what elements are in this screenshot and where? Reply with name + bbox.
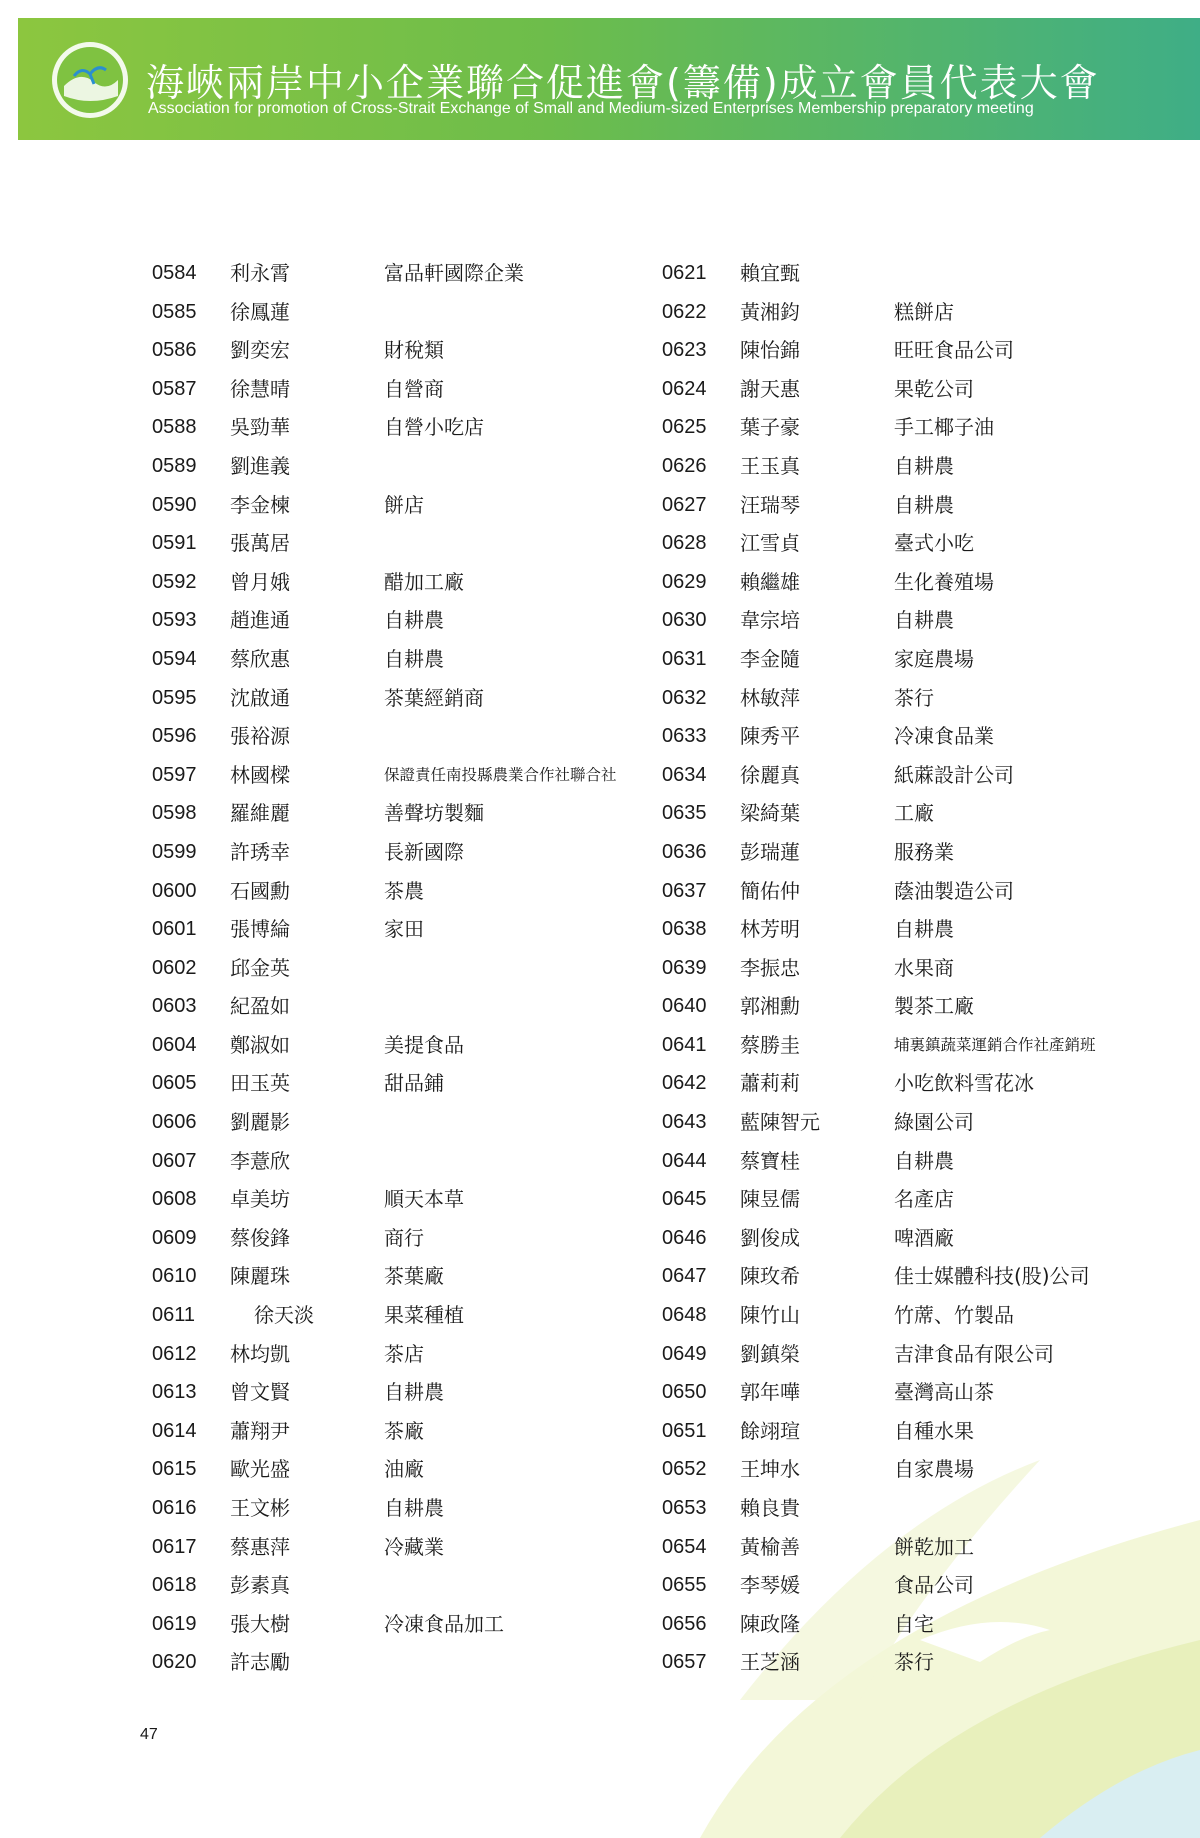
member-organization: 水果商 — [894, 955, 954, 980]
member-name: 林敏萍 — [740, 685, 800, 710]
member-name: 鄭淑如 — [230, 1032, 290, 1057]
member-name: 李金楝 — [230, 492, 290, 517]
member-name: 王玉真 — [740, 453, 800, 478]
member-name: 劉鎮榮 — [740, 1341, 800, 1366]
member-name: 張萬居 — [230, 531, 290, 556]
member-number: 0634 — [662, 763, 707, 786]
member-organization: 自耕農 — [894, 492, 954, 517]
member-name: 謝天惠 — [740, 376, 800, 401]
member-organization: 財稅類 — [384, 338, 444, 363]
member-number: 0600 — [152, 879, 197, 902]
member-organization: 果乾公司 — [894, 376, 974, 401]
member-name: 李薏欣 — [230, 1148, 290, 1173]
member-number: 0649 — [662, 1342, 707, 1365]
member-number: 0584 — [152, 262, 197, 284]
member-organization: 工廠 — [894, 801, 934, 826]
member-name: 歐光盛 — [230, 1457, 290, 1482]
member-number: 0619 — [152, 1612, 197, 1635]
member-organization: 自耕農 — [894, 453, 954, 478]
member-number: 0587 — [152, 377, 197, 400]
member-number: 0585 — [152, 300, 197, 323]
member-organization: 家庭農場 — [894, 646, 974, 671]
member-organization: 善聲坊製麵 — [384, 801, 484, 826]
member-organization: 自營商 — [384, 376, 444, 401]
member-name: 林芳明 — [740, 917, 800, 942]
member-number: 0644 — [662, 1149, 707, 1172]
member-number: 0630 — [662, 609, 707, 632]
member-number: 0617 — [152, 1535, 197, 1558]
member-organization: 保證責任南投縣農業合作社聯合社 — [384, 765, 617, 784]
member-name: 王坤水 — [740, 1457, 800, 1482]
member-name: 徐慧晴 — [230, 376, 290, 401]
member-organization: 茶店 — [384, 1341, 424, 1366]
member-number: 0590 — [152, 493, 197, 516]
member-number: 0604 — [152, 1033, 197, 1056]
member-number: 0597 — [152, 763, 197, 786]
member-number: 0603 — [152, 995, 197, 1018]
member-number: 0612 — [152, 1342, 197, 1365]
member-organization: 自宅 — [894, 1611, 934, 1636]
member-name: 王芝涵 — [740, 1650, 800, 1675]
member-number: 0611 — [152, 1304, 196, 1327]
page-header — [18, 18, 1200, 140]
member-number: 0609 — [152, 1226, 197, 1249]
member-name: 曾月娥 — [230, 569, 290, 594]
member-organization: 餅乾加工 — [894, 1534, 974, 1559]
member-organization: 蔭油製造公司 — [894, 878, 1014, 903]
member-number: 0631 — [662, 647, 707, 670]
member-organization: 綠園公司 — [894, 1110, 974, 1135]
member-name: 陳玫希 — [740, 1264, 800, 1289]
member-organization: 冷凍食品業 — [894, 724, 994, 749]
member-number: 0588 — [152, 416, 197, 439]
member-organization: 醋加工廠 — [384, 569, 464, 594]
member-number: 0595 — [152, 686, 197, 709]
member-organization: 茶廠 — [384, 1418, 424, 1443]
member-name: 吳勁華 — [230, 415, 290, 440]
member-number: 0607 — [152, 1149, 197, 1172]
member-organization: 茶行 — [894, 1650, 934, 1675]
member-organization: 生化養殖場 — [894, 569, 994, 594]
member-organization: 餅店 — [384, 492, 424, 517]
header-title-chinese: 海峽兩岸中小企業聯合促進會(籌備)成立會員代表大會 — [146, 61, 1100, 105]
member-name: 劉麗影 — [230, 1110, 290, 1135]
member-name: 蔡惠萍 — [230, 1534, 290, 1559]
member-name: 許志勵 — [230, 1650, 290, 1675]
member-name: 韋宗培 — [740, 608, 800, 633]
member-number: 0628 — [662, 532, 707, 555]
member-organization: 自家農場 — [894, 1457, 974, 1482]
member-number: 0591 — [152, 532, 197, 555]
member-organization: 家田 — [384, 917, 424, 942]
member-number: 0637 — [662, 879, 707, 902]
member-organization: 自耕農 — [894, 1148, 954, 1173]
member-number: 0618 — [152, 1574, 197, 1597]
member-number: 0639 — [662, 956, 707, 979]
page-number: 47 — [140, 1726, 158, 1743]
member-name: 邱金英 — [230, 955, 290, 980]
member-number: 0645 — [662, 1188, 707, 1211]
member-number: 0605 — [152, 1072, 197, 1095]
member-name: 汪瑞琴 — [740, 492, 800, 517]
member-name: 劉進義 — [230, 453, 290, 478]
member-organization: 自耕農 — [384, 1496, 444, 1520]
member-name: 劉奕宏 — [230, 338, 290, 363]
member-organization: 臺式小吃 — [894, 531, 974, 556]
member-number: 0608 — [152, 1188, 197, 1211]
member-organization: 製茶工廠 — [894, 994, 974, 1019]
member-number: 0651 — [662, 1419, 707, 1442]
member-organization: 冷藏業 — [384, 1534, 444, 1559]
member-name: 餘翊瑄 — [740, 1418, 800, 1443]
member-number: 0656 — [662, 1612, 707, 1635]
member-number: 0657 — [662, 1651, 707, 1674]
member-organization: 冷凍食品加工 — [384, 1611, 504, 1636]
member-organization: 手工椰子油 — [894, 415, 994, 440]
member-number: 0629 — [662, 570, 707, 593]
member-name: 葉子豪 — [740, 415, 800, 440]
member-organization: 富品軒國際企業 — [384, 261, 524, 285]
member-name: 藍陳智元 — [740, 1110, 820, 1135]
member-number: 0594 — [152, 647, 197, 670]
member-number: 0626 — [662, 454, 707, 477]
member-name: 陳昱儒 — [740, 1187, 800, 1212]
member-number: 0642 — [662, 1072, 707, 1095]
member-number: 0636 — [662, 840, 707, 863]
member-name: 江雪貞 — [740, 531, 800, 556]
member-name: 羅維麗 — [230, 801, 290, 826]
member-organization: 自耕農 — [384, 646, 444, 671]
member-number: 0622 — [662, 300, 707, 323]
member-number: 0621 — [662, 262, 707, 284]
member-number: 0643 — [662, 1111, 707, 1134]
member-number: 0586 — [152, 339, 197, 362]
member-organization: 佳士媒體科技(股)公司 — [894, 1264, 1090, 1289]
member-name: 彭瑞蓮 — [740, 839, 800, 864]
member-organization: 茶葉經銷商 — [384, 685, 484, 710]
member-name: 梁綺葉 — [740, 801, 800, 826]
member-organization: 埔裏鎮蔬菜運銷合作社產銷班 — [894, 1035, 1096, 1054]
member-organization: 自營小吃店 — [384, 415, 484, 440]
member-organization: 自耕農 — [384, 608, 444, 633]
member-number: 0633 — [662, 725, 707, 748]
member-organization: 自耕農 — [894, 917, 954, 942]
member-number: 0589 — [152, 454, 197, 477]
member-number: 0596 — [152, 725, 197, 748]
member-organization: 油廠 — [384, 1457, 424, 1482]
member-organization: 糕餅店 — [894, 299, 954, 324]
member-name: 賴宜甄 — [740, 261, 800, 285]
member-number: 0601 — [152, 918, 197, 941]
member-name: 石國勳 — [230, 878, 290, 903]
member-name: 賴繼雄 — [740, 569, 800, 594]
member-organization: 自種水果 — [894, 1418, 974, 1443]
member-number: 0610 — [152, 1265, 197, 1288]
member-organization: 紙蔴設計公司 — [894, 762, 1014, 787]
member-name: 林國樑 — [230, 762, 290, 787]
member-organization: 自耕農 — [384, 1380, 444, 1405]
member-organization: 自耕農 — [894, 608, 954, 633]
member-number: 0638 — [662, 918, 707, 941]
member-number: 0653 — [662, 1497, 707, 1519]
member-name: 郭湘勳 — [740, 994, 800, 1019]
member-name: 蔡俊鋒 — [230, 1225, 290, 1250]
member-number: 0599 — [152, 840, 197, 863]
member-organization: 果菜種植 — [384, 1303, 464, 1328]
member-organization: 吉津食品有限公司 — [894, 1341, 1054, 1366]
member-name: 徐鳳蓮 — [230, 299, 290, 324]
member-organization: 小吃飲料雪花冰 — [894, 1071, 1034, 1096]
member-number: 0654 — [662, 1535, 707, 1558]
member-name: 許琇幸 — [230, 839, 290, 864]
member-number: 0615 — [152, 1458, 197, 1481]
member-name: 陳政隆 — [740, 1611, 800, 1636]
member-number: 0624 — [662, 377, 707, 400]
member-name: 黃湘鈞 — [740, 299, 800, 324]
member-number: 0592 — [152, 570, 197, 593]
member-number: 0632 — [662, 686, 707, 709]
member-number: 0641 — [662, 1033, 707, 1056]
member-organization: 茶行 — [894, 685, 934, 710]
member-name: 蕭翔尹 — [230, 1418, 290, 1443]
member-name: 王文彬 — [230, 1496, 290, 1520]
member-name: 簡佑仲 — [740, 878, 800, 903]
member-organization: 茶葉廠 — [384, 1264, 444, 1289]
member-name: 劉俊成 — [740, 1225, 800, 1250]
member-number: 0598 — [152, 802, 197, 825]
member-organization: 茶農 — [384, 878, 424, 903]
member-name: 蔡欣惠 — [230, 646, 290, 671]
member-organization: 甜品鋪 — [384, 1071, 444, 1096]
member-name: 卓美坊 — [230, 1187, 290, 1212]
member-number: 0620 — [152, 1651, 197, 1674]
member-organization: 長新國際 — [384, 839, 464, 864]
member-name: 蔡勝圭 — [740, 1032, 800, 1057]
member-name: 利永霄 — [230, 261, 290, 285]
member-name: 李振忠 — [740, 955, 800, 980]
member-organization: 啤酒廠 — [894, 1225, 954, 1250]
member-name: 田玉英 — [230, 1071, 290, 1096]
member-name: 賴良貴 — [740, 1496, 800, 1520]
member-organization: 臺灣高山茶 — [894, 1380, 994, 1405]
header-title-english: Association for promotion of Cross-Strait Exchange of Small and Medium-sized Enterprises Membership preparatory meeting — [148, 100, 1034, 117]
member-name: 彭素真 — [230, 1573, 290, 1598]
member-number: 0655 — [662, 1574, 707, 1597]
member-number: 0646 — [662, 1226, 707, 1249]
member-name: 曾文賢 — [230, 1380, 290, 1405]
member-name: 紀盈如 — [230, 994, 290, 1019]
member-name: 徐天淡 — [254, 1303, 314, 1328]
member-name: 陳秀平 — [740, 724, 800, 749]
member-name: 蕭莉莉 — [740, 1071, 800, 1096]
member-number: 0602 — [152, 956, 197, 979]
member-organization: 旺旺食品公司 — [894, 338, 1014, 363]
member-organization: 美提食品 — [384, 1032, 464, 1057]
member-number: 0635 — [662, 802, 707, 825]
member-number: 0623 — [662, 339, 707, 362]
member-name: 陳麗珠 — [230, 1264, 290, 1289]
member-name: 陳怡錦 — [740, 338, 800, 363]
member-number: 0614 — [152, 1419, 197, 1442]
member-number: 0650 — [662, 1381, 707, 1404]
member-organization: 食品公司 — [894, 1573, 974, 1598]
member-number: 0648 — [662, 1304, 707, 1327]
member-organization: 順天本草 — [384, 1187, 464, 1212]
member-name: 張裕源 — [230, 724, 290, 749]
member-organization: 竹蓆、竹製品 — [894, 1303, 1014, 1328]
member-name: 黃榆善 — [740, 1534, 800, 1559]
association-logo — [50, 40, 130, 120]
member-organization: 商行 — [384, 1225, 424, 1250]
member-number: 0613 — [152, 1381, 197, 1404]
member-number: 0647 — [662, 1265, 707, 1288]
member-name: 張博綸 — [230, 917, 290, 942]
member-name: 林均凱 — [230, 1341, 290, 1366]
member-name: 李琴媛 — [740, 1573, 800, 1598]
member-name: 郭年嘩 — [740, 1380, 800, 1405]
member-name: 沈啟通 — [230, 685, 290, 710]
member-name: 李金隨 — [740, 646, 800, 671]
member-name: 趙進通 — [230, 608, 290, 633]
member-number: 0627 — [662, 493, 707, 516]
member-number: 0625 — [662, 416, 707, 439]
member-name: 徐麗真 — [740, 762, 800, 787]
member-organization: 名產店 — [894, 1187, 954, 1212]
member-name: 陳竹山 — [740, 1303, 800, 1328]
member-number: 0652 — [662, 1458, 707, 1481]
member-organization: 服務業 — [894, 839, 954, 864]
member-number: 0640 — [662, 995, 707, 1018]
member-number: 0593 — [152, 609, 197, 632]
member-number: 0606 — [152, 1111, 197, 1134]
member-name: 張大樹 — [230, 1611, 290, 1636]
member-number: 0616 — [152, 1497, 197, 1519]
member-name: 蔡寶桂 — [740, 1148, 800, 1173]
